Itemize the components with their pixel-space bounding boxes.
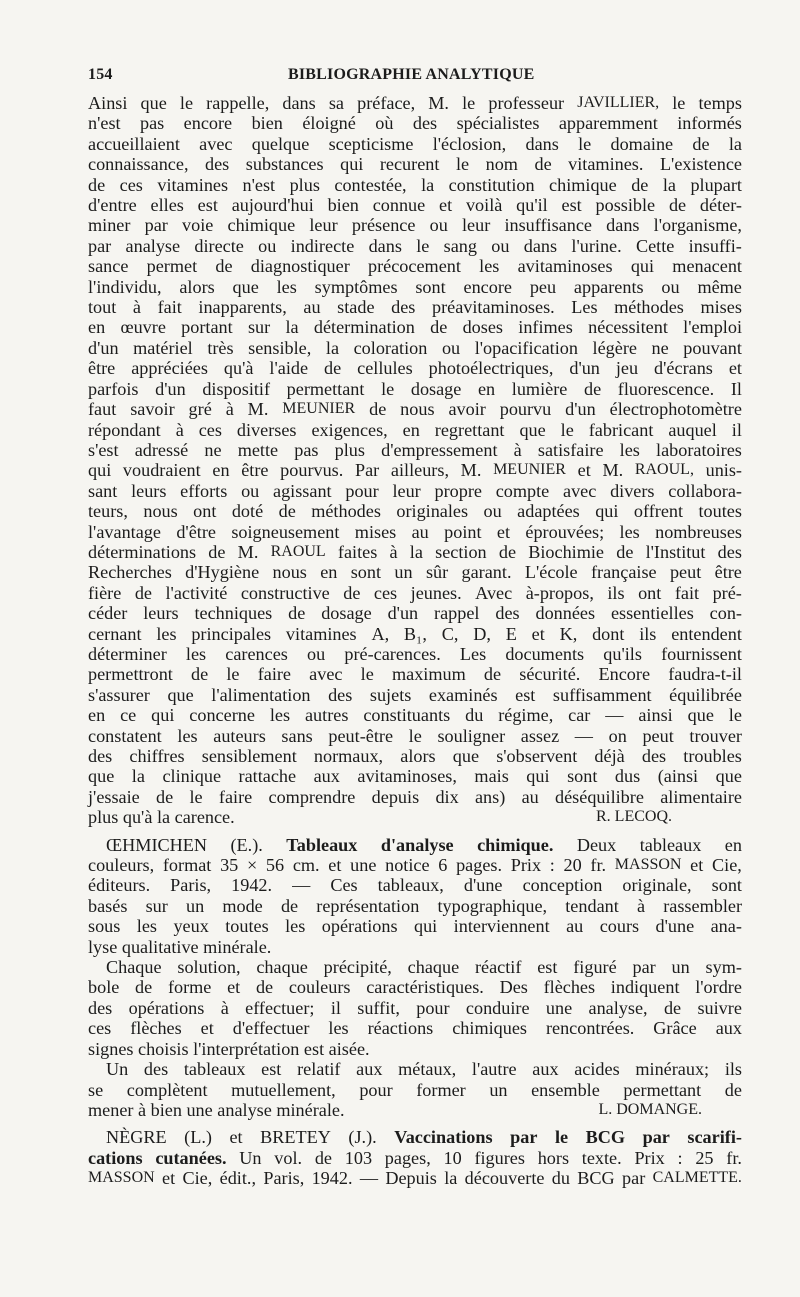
text-line: répondant à ces diverses exigences, en regrettant que le fabricant auquel il: [88, 419, 742, 440]
text-line: se complètent mutuellement, pour former un ensemble permettant de: [88, 1079, 742, 1100]
text-line: que la clinique rattache aux avitaminoses, mais qui sont dus (ainsi que: [88, 766, 742, 787]
text-line: accueillaient avec quelque scepticisme l'éclosion, dans le domaine de la: [88, 133, 742, 154]
text-line: d'un matériel très sensible, la coloration ou l'opacification légère ne pouvant: [88, 337, 742, 358]
text-line: déterminer les carences ou pré-carences. Les documents qu'ils fournissent: [88, 643, 742, 664]
text-line: par analyse directe ou indirecte dans le sang ou dans l'urine. Cette insuffi-: [88, 235, 742, 256]
text-line: qui voudraient en être pourvus. Par ailleurs, M. MEUNIER et M. RAOUL, unis-: [88, 460, 742, 481]
text-line: s'est adressé ne mette pas plus d'empressement à satisfaire les laboratoires: [88, 439, 742, 460]
text-line: parfois d'un dispositif permettant le dosage en lumière de fluorescence. Il: [88, 378, 742, 399]
text-line: j'essaie de le faire comprendre depuis dix ans) au déséquilibre alimentaire: [88, 786, 742, 807]
text-line: teurs, nous ont doté de méthodes originales ou adaptées qui offrent toutes: [88, 501, 742, 522]
text-line: MASSON et Cie, édit., Paris, 1942. — Depuis la découverte du BCG par CALMETTE.: [88, 1168, 742, 1189]
text-line: être appréciées qu'à l'aide de cellules photoélectriques, d'un jeu d'écrans et: [88, 358, 742, 379]
text-line: en œuvre portant sur la détermination de doses infimes nécessitent l'emploi: [88, 317, 742, 338]
text-line: ces flèches et d'effectuer les réactions chimiques rencontrées. Grâce aux: [88, 1018, 742, 1039]
text-line: l'individu, alors que les symptômes sont encore peu apparents ou même: [88, 276, 742, 297]
text-line: cernant les principales vitamines A, B₁, C, D, E et K, dont ils entendent: [88, 623, 742, 644]
text-line: NÈGRE (L.) et BRETEY (J.). Vaccinations par le BCG par scarifi-: [106, 1127, 742, 1148]
text-line: des chiffres sensiblement normaux, alors que s'observent déjà des troubles: [88, 746, 742, 766]
text-line: sous les yeux toutes les opérations qui interviennent au cours d'une ana-: [88, 916, 742, 937]
text-line: connaissance, des substances qui recurent le nom de vitamines. L'existence: [88, 154, 742, 175]
closing-line: [88, 1100, 742, 1120]
text-line: basés sur un mode de représentation typographique, tendant à rassembler: [88, 895, 742, 916]
text-line: s'assurer que l'alimentation des sujets examinés est suffisamment équilibrée: [88, 684, 742, 705]
paragraph-end-line: [88, 1039, 742, 1059]
review-vitamines: [88, 93, 742, 828]
text-line: Un des tableaux est relatif aux métaux, l'autre aux acides minéraux; ils: [106, 1059, 742, 1080]
text-line: miner par voie chimique leur présence ou leur insuffisance dans l'organisme,: [88, 215, 742, 236]
text-line: déterminations de M. RAOUL faites à la section de Biochimie de l'Institut des: [88, 541, 742, 562]
text-line: d'entre elles est aujourd'hui bien connue et voilà qu'il est possible de déter-: [88, 195, 742, 216]
text-line: éditeurs. Paris, 1942. — Ces tableaux, d'une conception originale, sont: [88, 875, 742, 896]
text-line: cations cutanées. Un vol. de 103 pages, 10 figures hors texte. Prix : 25 fr.: [88, 1147, 742, 1168]
text-line: sance permet de diagnostiquer précocement les avitaminoses qui menacent: [88, 256, 742, 277]
closing-line: [88, 807, 742, 827]
text-line-content: signes choisis l'interprétation est aisée.: [88, 1038, 370, 1059]
text-line: n'est pas encore bien éloigné où des spécialistes apparemment informés: [88, 113, 742, 134]
text-line: céder leurs techniques de dosage d'un rappel des données essentielles con-: [88, 603, 742, 624]
review-negre-bretey: [88, 1127, 742, 1188]
text-line: des opérations à effectuer; il suffit, pour conduire une analyse, de suivre: [88, 997, 742, 1018]
page-header: [88, 66, 742, 84]
text-line: de ces vitamines n'est plus contestée, la constitution chimique de la plupart: [88, 174, 742, 195]
text-line: constatent les auteurs sans peut-être le souligner assez — on peut trouver: [88, 725, 742, 746]
text-line: permettront de le faire avec le maximum de sécurité. Encore faudra-t-il: [88, 664, 742, 685]
review-oehmichen: [88, 835, 742, 1121]
reviewer-signature: L. DOMANGE.: [598, 1100, 702, 1118]
paragraph-end-line: [88, 937, 742, 957]
text-line: faut savoir gré à M. MEUNIER de nous avoir pourvu d'un électrophotomètre: [88, 399, 742, 420]
text-line: tout à fait inapparents, au stade des préavitaminoses. Les méthodes mises: [88, 297, 742, 318]
text-line: Chaque solution, chaque précipité, chaque réactif est figuré par un sym-: [106, 957, 742, 978]
text-line: l'avantage d'être soigneusement mises au point et éprouvées; les nombreuses: [88, 521, 742, 542]
text-line: Recherches d'Hygiène nous en sont un sûr garant. L'école française peut être: [88, 562, 742, 583]
running-title: BIBLIOGRAPHIE ANALYTIQUE: [288, 66, 535, 83]
text-line: en ce qui concerne les autres constituants du régime, car — ainsi que le: [88, 705, 742, 726]
text-line: bole de forme et de couleurs caractéristiques. Des flèches indiquent l'ordre: [88, 977, 742, 998]
text-line: ŒHMICHEN (E.). Tableaux d'analyse chimique. Deux tableaux en: [106, 834, 742, 855]
text-line: sant leurs efforts ou agissant pour leur propre compte avec divers collabora-: [88, 480, 742, 501]
text-line: fière de l'activité constructive de ces jeunes. Avec à-propos, ils ont fait pré-: [88, 582, 742, 603]
last-line-text: mener à bien une analyse minérale.: [88, 1099, 345, 1120]
last-line-text: plus qu'à la carence.: [88, 807, 235, 828]
text-line-content: lyse qualitative minérale.: [88, 936, 272, 957]
text-line: Ainsi que le rappelle, dans sa préface, M. le professeur JAVILLIER, le temps: [88, 93, 742, 113]
reviewer-signature: R. LECOQ.: [596, 808, 672, 826]
page-number: 154: [88, 66, 113, 83]
text-line: couleurs, format 35 × 56 cm. et une notice 6 pages. Prix : 20 fr. MASSON et Cie,: [88, 855, 742, 876]
